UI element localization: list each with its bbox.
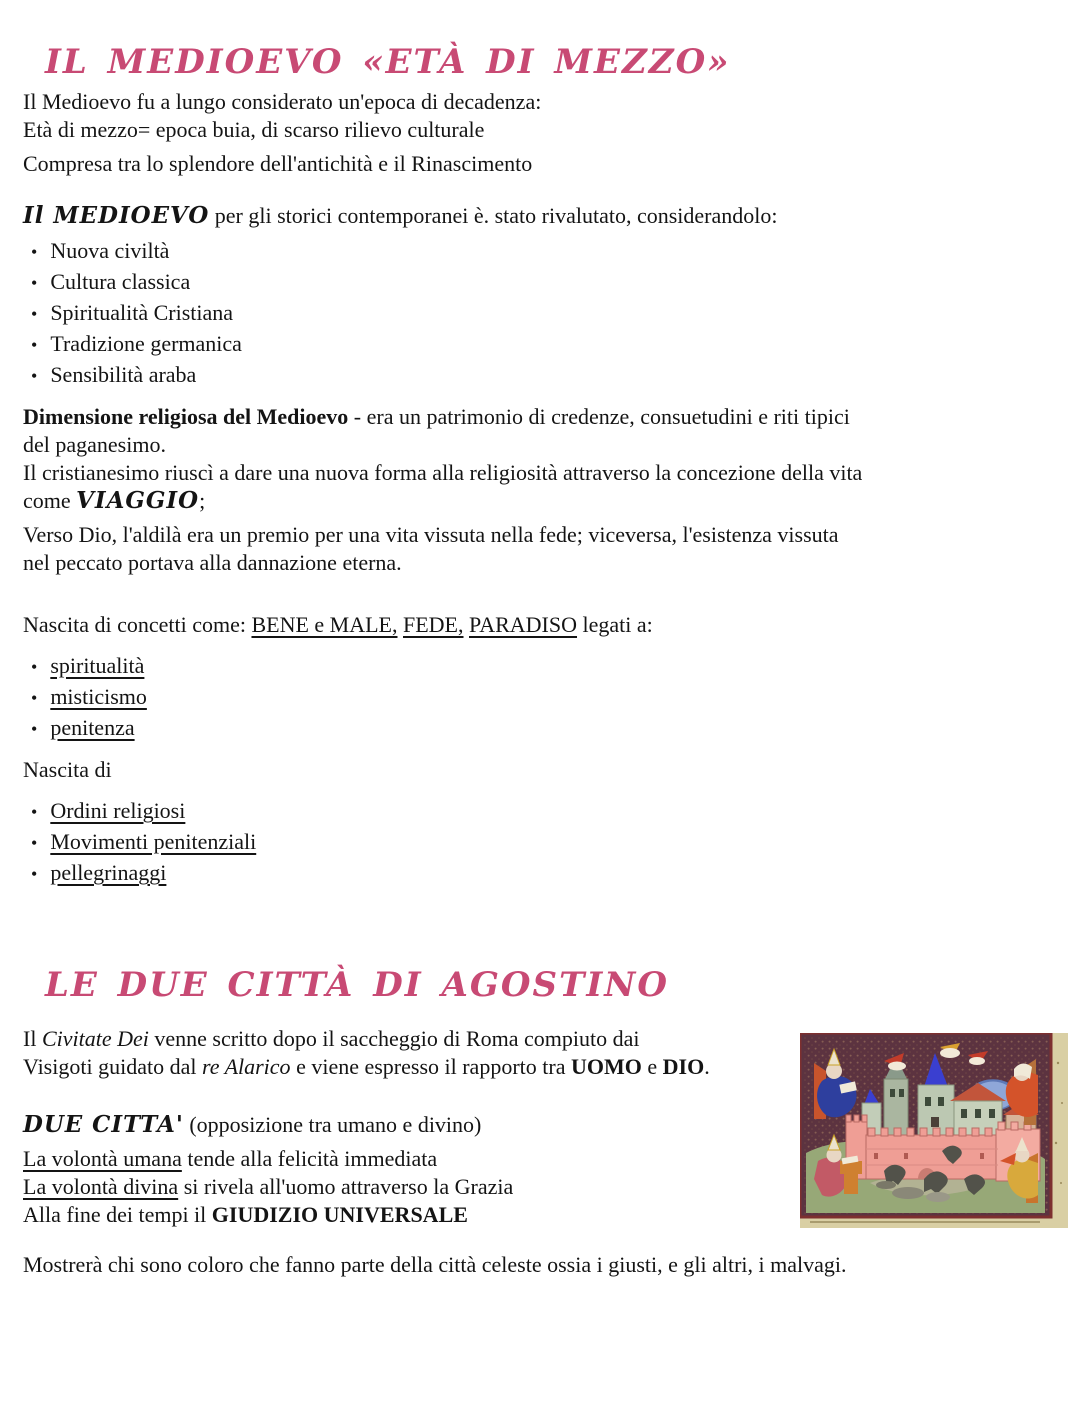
text-segment: si rivela all'uomo attraverso la Grazia [178, 1174, 514, 1199]
text-segment: Il [23, 1026, 42, 1051]
list-item [31, 827, 1040, 858]
rivalutazione-lead [23, 202, 1040, 230]
religiosa-line [23, 487, 1040, 515]
list-item [31, 858, 1040, 889]
list-item-label: misticismo [50, 684, 147, 709]
compresa-line: Compresa tra lo splendore dell'antichità e il Rinascimento [23, 151, 533, 176]
text-segment: DIO [662, 1054, 705, 1079]
text-segment: La volontà umana [23, 1146, 182, 1171]
list-item [31, 329, 1040, 360]
list-item [31, 682, 1040, 713]
list-item [31, 713, 1040, 744]
text-segment: Civitate Dei [41, 1026, 149, 1051]
section2-title: LE DUE CITTÀ DI AGOSTINO [45, 965, 669, 1005]
religiosa-line [23, 403, 1040, 431]
text-segment: per gli storici contemporanei è. stato rivalutato, considerandolo: [209, 203, 778, 228]
intro-line: Età di mezzo= epoca buia, di scarso rilievo culturale [23, 117, 485, 142]
text-segment: - era un patrimonio di credenze, consuetudini e riti tipici [348, 404, 850, 429]
conclusion-line: Mostrerà chi sono coloro che fanno parte della città celeste ossia i giusti, e gli altri, i malvagi. [23, 1252, 847, 1277]
text-segment: FEDE, [403, 612, 464, 637]
text-segment: del paganesimo. [23, 432, 166, 457]
nascita-list [23, 796, 1040, 889]
text-segment: VIAGGIO [76, 488, 200, 514]
nascita-label: Nascita di [23, 757, 112, 782]
text-segment: DUE CITTA' [23, 1112, 184, 1138]
text-segment: UOMO [570, 1054, 642, 1079]
concetti-list [23, 651, 1040, 744]
text-segment: tende alla felicità immediata [181, 1146, 438, 1171]
verso-line: nel peccato portava alla dannazione eterna. [23, 550, 402, 575]
text-segment: e viene espresso il rapporto tra [290, 1054, 571, 1079]
text-segment: GIUDIZIO UNIVERSALE [211, 1202, 468, 1227]
list-item-label: penitenza [50, 715, 135, 740]
list-item [31, 267, 1040, 298]
list-item-label: Cultura classica [50, 269, 191, 294]
list-item [31, 360, 1040, 391]
list-item-label: Ordini religiosi [50, 798, 186, 823]
text-segment: Il cristianesimo riuscì a dare una nuova forma alla religiosità attraverso la concezione della vita [23, 460, 863, 485]
list-item-label: Tradizione germanica [50, 331, 242, 356]
list-item-label: Spiritualità Cristiana [50, 300, 234, 325]
religiosa-line [23, 459, 1040, 487]
text-segment: . [704, 1054, 710, 1079]
list-item [31, 236, 1040, 267]
list-item [31, 298, 1040, 329]
concetti-lead [23, 611, 1040, 639]
text-segment: ; [199, 488, 206, 513]
list-item [31, 796, 1040, 827]
intro-paragraph [23, 88, 1040, 144]
list-item-label: pellegrinaggi [50, 860, 167, 885]
text-segment: venne scritto dopo il saccheggio di Roma compiuto dai [148, 1026, 640, 1051]
verso-line: Verso Dio, l'aldilà era un premio per una vita vissuta nella fede; viceversa, l'esistenza vissuta [23, 522, 839, 547]
religiosa-paragraph [23, 403, 1040, 515]
text-segment: e [641, 1054, 663, 1079]
text-segment: La volontà divina [23, 1174, 179, 1199]
religiosa-line [23, 431, 1040, 459]
text-segment: BENE e MALE, [251, 612, 398, 637]
rivalutazione-list [23, 236, 1040, 391]
section1-title: IL MEDIOEVO «ETÀ DI MEZZO» [45, 42, 731, 82]
list-item-label: Nuova civiltà [50, 238, 170, 263]
list-item [31, 651, 1040, 682]
text-segment: Il MEDIOEVO [23, 203, 210, 229]
text-segment: Alla fine dei tempi il [23, 1202, 212, 1227]
list-item-label: Movimenti penitenziali [50, 829, 257, 854]
text-segment: (opposizione tra umano e divino) [183, 1112, 482, 1137]
text-segment: Dimensione religiosa del Medioevo [23, 404, 349, 429]
text-segment: Nascita di concetti come: [23, 612, 252, 637]
text-segment: PARADISO [469, 612, 578, 637]
text-segment: re Alarico [201, 1054, 291, 1079]
list-item-label: Sensibilità araba [50, 362, 197, 387]
text-segment: come [23, 488, 77, 513]
text-segment: Visigoti guidato dal [23, 1054, 202, 1079]
text-segment: legati a: [577, 612, 653, 637]
manuscript-illustration [800, 1033, 1068, 1228]
verso-paragraph [23, 521, 1040, 577]
list-item-label: spiritualità [50, 653, 145, 678]
intro-line: Il Medioevo fu a lungo considerato un'epoca di decadenza: [23, 89, 542, 114]
